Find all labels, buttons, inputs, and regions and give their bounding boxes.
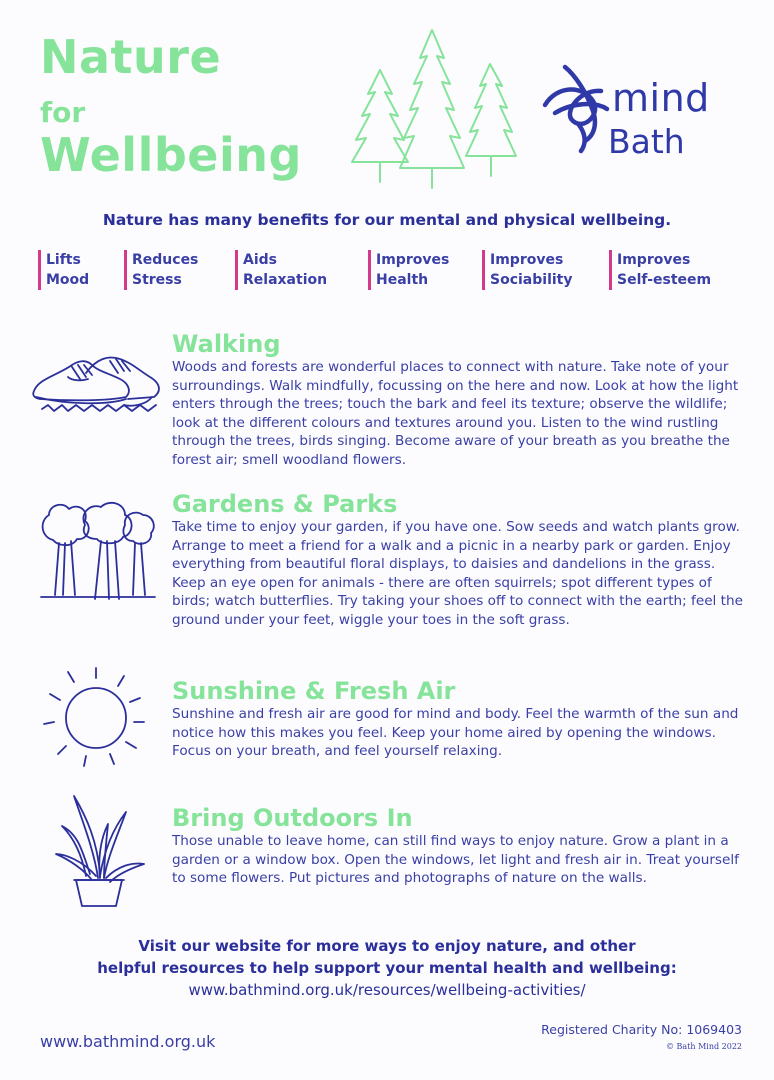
footer-line-2: helpful resources to help support your mental health and wellbeing: [97, 959, 677, 977]
benefit-item [609, 250, 711, 290]
benefits-row [0, 250, 774, 294]
charity-number: Registered Charity No: 1069403 [541, 1022, 742, 1037]
section-walking [172, 330, 752, 470]
section-heading: Gardens & Parks [172, 490, 398, 518]
benefit-line: Improves [376, 252, 450, 268]
trees-icon [340, 22, 530, 192]
benefit-line: Improves [490, 252, 564, 268]
section-body: Woods and forests are wonderful places to connect with nature. Take note of your surroundings. Walk mindfully, focussing on the here and now. Look at how the light enters through the trees; touch the bark and feel its texture; observe the wildlife; look at the different colours and textures around you. Listen to the wind rustling through the trees, birds singing. Become aware of your breath as you breathe the forest air; smell woodland flowers. [172, 359, 739, 468]
benefit-line: Relaxation [243, 272, 328, 288]
benefit-line: Aids [243, 252, 277, 268]
shoes-icon [28, 335, 168, 420]
section-sunshine-fresh-air [172, 677, 752, 761]
park-trees-icon [35, 495, 160, 605]
title-nature: Nature [40, 30, 222, 84]
footer-message [0, 935, 774, 979]
section-heading: Sunshine & Fresh Air [172, 677, 456, 705]
section-body: Sunshine and fresh air are good for mind and body. Feel the warmth of the sun and notice how this makes you feel. Keep your home aired by opening the windows. Focus on your breath, and feel yourself relaxing. [172, 706, 739, 760]
benefit-item [368, 250, 449, 290]
title-for: for [40, 96, 86, 129]
benefit-line: Reduces [132, 252, 199, 268]
title-wellbeing: Wellbeing [40, 128, 302, 182]
sun-icon [40, 662, 150, 772]
section-gardens-parks [172, 490, 752, 630]
benefit-item [235, 250, 327, 290]
benefit-item [124, 250, 198, 290]
website-link[interactable]: www.bathmind.org.uk [40, 1032, 216, 1051]
benefit-item [482, 250, 572, 290]
plant-icon [52, 790, 147, 910]
tagline: Nature has many benefits for our mental and physical wellbeing. [102, 211, 672, 229]
benefit-line: Health [376, 272, 429, 288]
benefit-item [38, 250, 89, 290]
benefit-line: Improves [617, 252, 691, 268]
copyright: © Bath Mind 2022 [665, 1042, 742, 1051]
section-body: Those unable to leave home, can still find ways to enjoy nature. Grow a plant in a garden or a window box. Open the windows, let light and fresh air in. Treat yourself to some flowers. Put pictures and photographs of nature on the walls. [172, 833, 739, 887]
benefit-line: Sociability [490, 272, 573, 288]
benefit-line: Mood [46, 272, 90, 288]
benefit-line: Lifts [46, 252, 81, 268]
section-heading: Walking [172, 330, 281, 358]
footer-line-1: Visit our website for more ways to enjoy nature, and other [138, 937, 636, 955]
benefit-line: Stress [132, 272, 182, 288]
logo-subtitle: Bath [608, 122, 685, 161]
section-bring-outdoors-in [172, 804, 752, 888]
benefit-line: Self-esteem [617, 272, 712, 288]
resources-link[interactable]: www.bathmind.org.uk/resources/wellbeing-activities/ [188, 981, 586, 999]
logo-wordmark: mind [612, 76, 710, 120]
section-body: Take time to enjoy your garden, if you have one. Sow seeds and watch plants grow. Arrange to meet a friend for a walk and a picnic in a nearby park or garden. Enjoy everything from beautiful floral displays, to daisies and dandelions in the grass. Keep an eye open for animals - there are often squirrels; spot different types of birds; watch butterflies. Try taking your shoes off to connect with the earth; feel the ground under your feet, wiggle your toes in the soft grass. [172, 519, 743, 628]
section-heading: Bring Outdoors In [172, 804, 413, 832]
